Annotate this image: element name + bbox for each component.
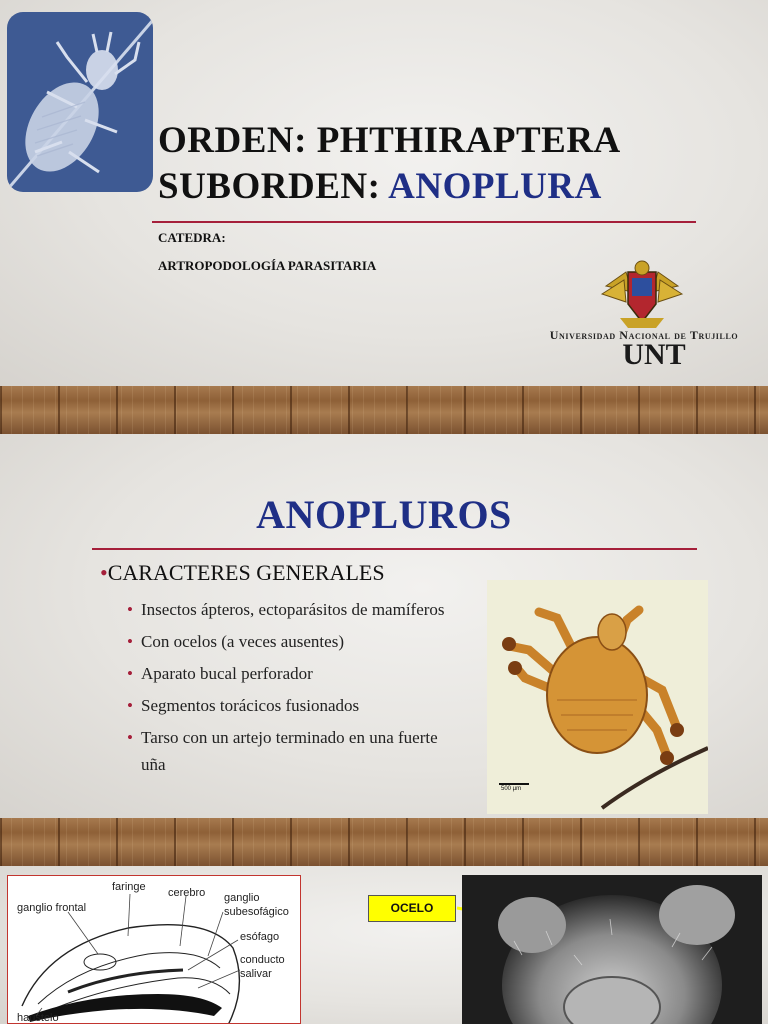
- label-ganglio-frontal: ganglio frontal: [17, 902, 87, 914]
- label-haustelo: haustelo: [17, 1012, 59, 1024]
- wood-divider-2: [0, 818, 768, 866]
- louse-image-tile: [7, 12, 153, 192]
- sem-head-image: [462, 875, 762, 1024]
- slide2-divider: [92, 548, 697, 550]
- list-item: • Insectos ápteros, ectoparásitos de mamíferos: [127, 596, 457, 623]
- head-anatomy-diagram: [7, 875, 301, 1024]
- university-crest-icon: [528, 258, 760, 330]
- sem-louse-head: [462, 875, 762, 1024]
- title-divider: [152, 221, 696, 223]
- label-conducto: conducto: [240, 954, 285, 966]
- label-ganglio: ganglio: [224, 892, 260, 904]
- list-item: • Aparato bucal perforador: [127, 660, 457, 687]
- university-name: Universidad Nacional de Trujillo: [549, 328, 739, 342]
- label-cerebro: cerebro: [168, 887, 206, 899]
- catedra-label: CATEDRA:: [158, 230, 226, 245]
- slide-anatomy: [0, 866, 768, 1024]
- slide-anopluros: [0, 434, 768, 818]
- title-prefix: SUBORDEN:: [158, 166, 389, 207]
- characteristics-list: [127, 596, 457, 783]
- slide-title: [0, 0, 768, 386]
- heading-text: CARACTERES GENERALES: [107, 560, 385, 585]
- university-logo: [528, 258, 760, 378]
- ocelo-label: OCELO: [368, 895, 456, 922]
- heading-bullet: •: [100, 560, 108, 585]
- university-acronym: UNT: [622, 338, 686, 371]
- louse-micrograph: [487, 580, 708, 814]
- label-salivar: salivar: [240, 968, 272, 980]
- label-esofago: esófago: [240, 931, 280, 943]
- list-item: • Tarso con un artejo terminado en una fuerte uña: [127, 724, 457, 778]
- scale-bar-label: 500 µm: [501, 786, 522, 792]
- slide2-title: ANOPLUROS: [256, 492, 512, 537]
- crab-louse-image: [487, 580, 708, 814]
- list-item: • Segmentos torácicos fusionados: [127, 692, 457, 719]
- wood-divider-1: [0, 386, 768, 434]
- catedra-value: ARTROPODOLOGÍA PARASITARIA: [158, 258, 377, 273]
- slide-title-line1: ORDEN: PHTHIRAPTERA: [158, 120, 621, 161]
- label-faringe: faringe: [112, 881, 146, 893]
- title-highlight: ANOPLURA: [388, 166, 602, 207]
- list-item: • Con ocelos (a veces ausentes): [127, 628, 457, 655]
- slide-title-line2: [158, 166, 602, 208]
- label-subesofagico: subesofágico: [224, 906, 289, 918]
- louse-icon: [7, 12, 153, 192]
- section-heading: [100, 560, 385, 586]
